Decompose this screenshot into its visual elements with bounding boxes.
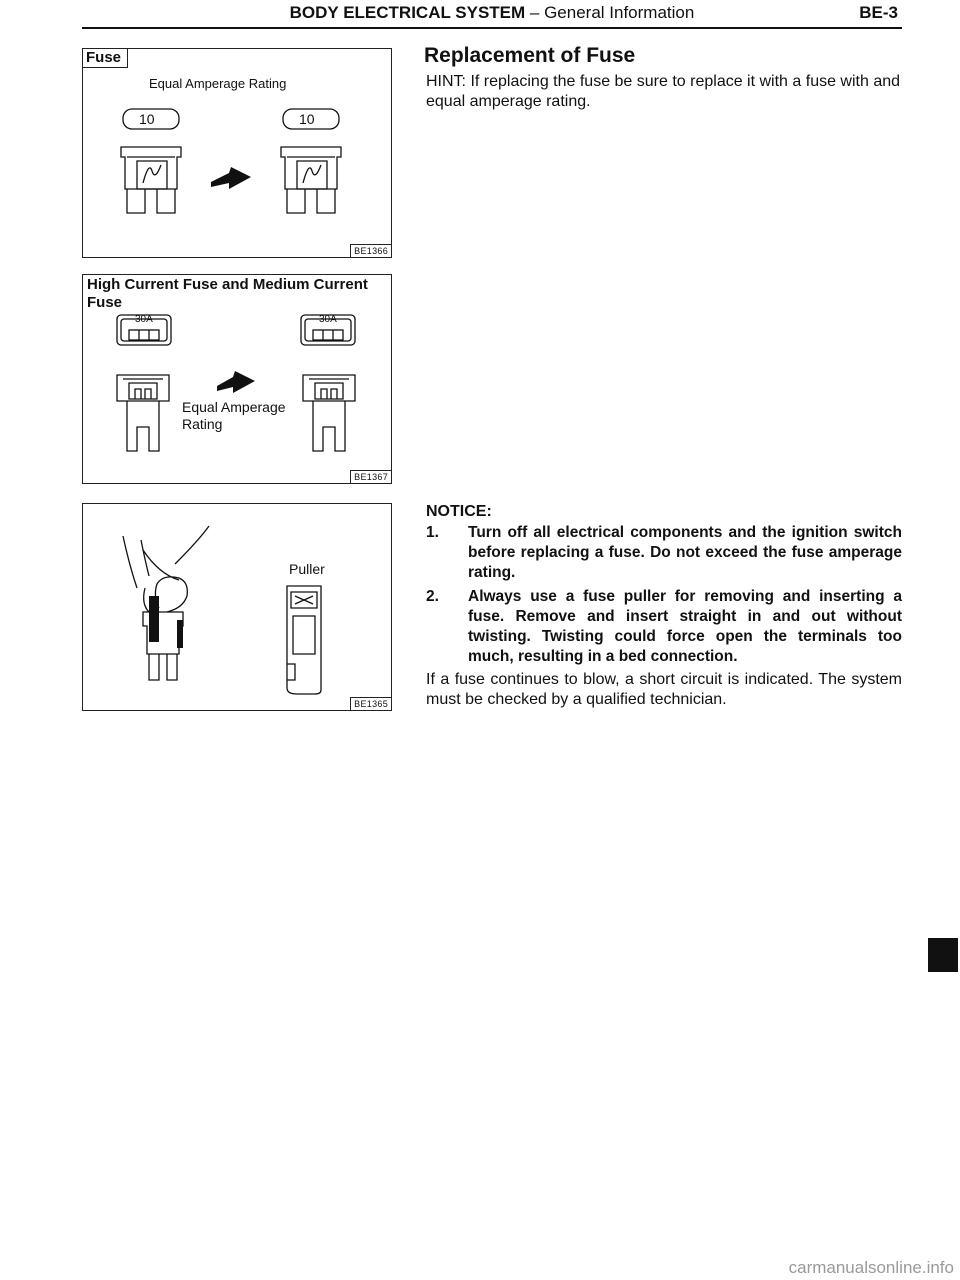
hand-icon — [123, 526, 209, 612]
blade-fuse-left-icon — [121, 147, 181, 213]
fuse-puller-diagram — [83, 504, 391, 710]
section-index-tab — [928, 938, 958, 972]
closing-paragraph: If a fuse continues to blow, a short circuit is indicated. The system must be checked by a qualified technician. — [426, 671, 902, 708]
finger-shadow-left — [149, 596, 159, 642]
arrow-right-icon — [217, 371, 255, 393]
notice-heading: NOTICE: — [426, 503, 492, 520]
figure-title-line2: Fuse — [87, 294, 123, 311]
blade-fuse-right-icon — [281, 147, 341, 213]
figure-title-line1: High Current Fuse and Medium Current — [87, 276, 368, 293]
notice-item-number: 1. — [426, 524, 439, 541]
fuse-puller-icon — [287, 586, 321, 694]
figure-code: BE1366 — [350, 244, 391, 257]
fuse-side-view-right-icon — [303, 375, 355, 451]
page-number: BE-3 — [859, 3, 898, 22]
section-title-rest: – General Information — [525, 3, 695, 22]
figure-title: Fuse — [83, 49, 128, 68]
notice-item-text: Turn off all electrical components and the ignition switch before replacing a fuse. Do not exceed the fuse amperage rating. — [468, 524, 902, 581]
rating-right: 30A — [319, 314, 337, 325]
hint-paragraph: HINT: If replacing the fuse be sure to replace it with a fuse with and equal amperage rating. — [426, 73, 901, 110]
page-header — [82, 0, 902, 30]
figure-code: BE1367 — [350, 470, 391, 483]
rating-left: 30A — [135, 314, 153, 325]
puller-label: Puller — [289, 561, 325, 577]
figure-caption: Equal Amperage Rating — [149, 76, 287, 91]
figure-fuse-puller — [82, 503, 392, 711]
figure-high-current-fuse — [82, 274, 392, 484]
figure-title — [87, 276, 368, 312]
rating-left: 10 — [139, 111, 155, 127]
watermark: carmanualsonline.info — [788, 1258, 954, 1277]
finger-shadow-right — [177, 620, 183, 648]
notice-item-text: Always use a fuse puller for removing and inserting a fuse. Remove and insert straight in and out without twisting. Twisting could force open the terminals too much, resulting in a bed connection. — [468, 588, 902, 665]
section-heading: Replacement of Fuse — [424, 44, 636, 67]
figure-code: BE1365 — [350, 697, 391, 710]
caption-line2: Rating — [182, 416, 223, 432]
section-title-bold: BODY ELECTRICAL SYSTEM — [289, 3, 526, 22]
rating-right: 10 — [299, 111, 315, 127]
notice-item-number: 2. — [426, 588, 439, 605]
figure-fuse — [82, 48, 392, 258]
caption-line1: Equal Amperage — [182, 399, 286, 415]
section-title — [82, 3, 902, 23]
fuse-side-view-left-icon — [117, 375, 169, 451]
arrow-right-icon — [211, 167, 251, 189]
header-rule — [82, 27, 902, 29]
